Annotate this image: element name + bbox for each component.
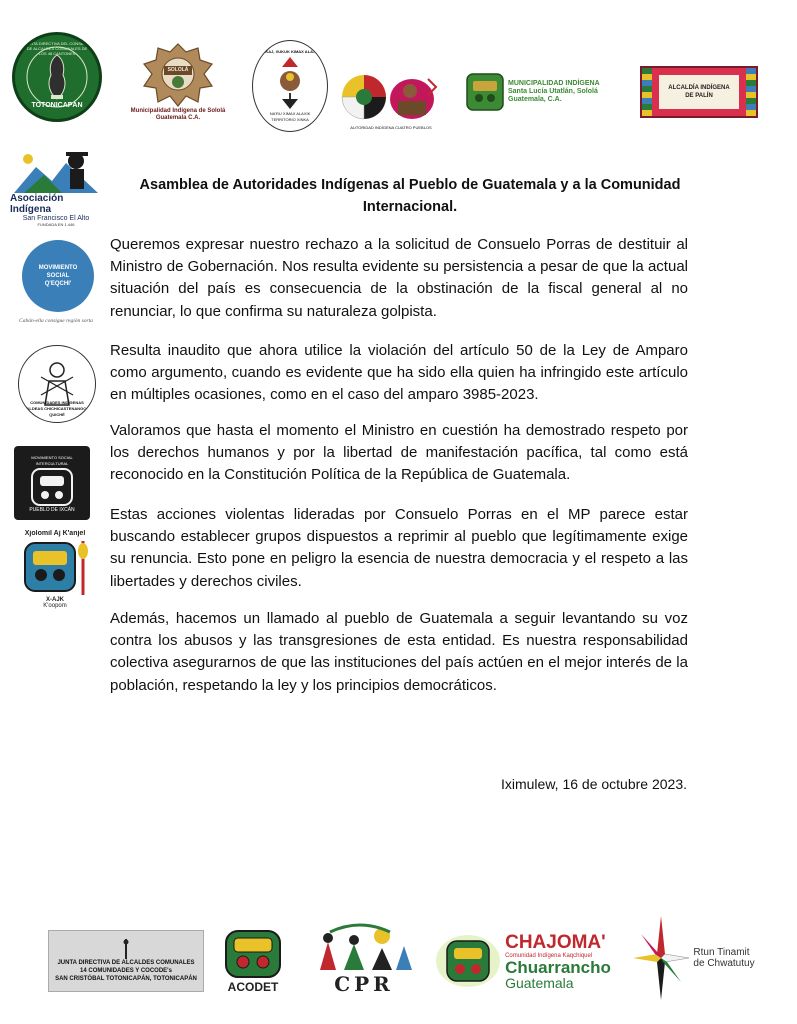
xinka-logo [336, 66, 446, 134]
paragraph-1: Queremos expresar nuestro rechazo a la solicitud de Consuelo Porras de destituir al Ministro de Gobernación. Nos resulta evidente su persistencia a pesar de que la actual situación del país es consecuencia de la obstinación de la fiscal general al no renunciar, lo que confirma su naturaleza golpista. [110, 236, 688, 320]
xinka-caption: AUTORIDAD INDÍGENA CUATRO PUEBLOS [350, 125, 432, 130]
acodet-name: ACODET [227, 980, 279, 994]
chajoma-name: CHAJOMA' [505, 931, 606, 953]
solola-logo [128, 38, 228, 126]
kaqchikel-top-text: AJKAJ, XUKUK KIMAX ALAXIK [260, 49, 320, 54]
san-francisco-place: San Francisco El Alto [22, 215, 90, 222]
cpr-logo [308, 920, 420, 998]
rtun-line2: de Chwatutuy [693, 958, 755, 969]
movimiento-logo [22, 240, 94, 312]
xjolomil-top: Xjolomil Aj K'anjel [24, 530, 86, 537]
paragraph-3: Valoramos que hasta el momento el Ministro en cuestión ha demostrado respeto por los derechos humanos y por la libertad de manifestación pacífica, tal como está reconocido en la Constitución Política de la República de Guatemala. [110, 422, 688, 484]
palin-name: ALCALDÍA INDÍGENA DE PALÍN [668, 85, 730, 99]
maya-glyph-icon [466, 73, 504, 111]
totonicapan-name: TOTONICAPÁN [31, 102, 83, 109]
acodet-logo [218, 924, 288, 998]
compass-star-icon [631, 914, 691, 1002]
ixcan-bottom: PUEBLO DE IXCÁN [29, 507, 75, 513]
junta-line3: SAN CRISTÓBAL TOTONICAPÁN, TOTONICAPÁN [55, 976, 197, 982]
date-line: Iximulew, 16 de octubre 2023. [500, 776, 687, 792]
people-sun-icon [310, 922, 418, 972]
solola-crest-icon [142, 42, 214, 108]
four-colors-emblem-icon [336, 69, 446, 125]
maya-glyph-chajoma-icon [435, 933, 501, 989]
palin-logo [640, 66, 758, 118]
paragraph-4: Estas acciones violentas lideradas por Consuelo Porras en el MP parece estar buscando establecer grupos dispuestos a reprimir al pueblo que legítimamente exige su renuncia. Esto pone en peligro la esencia de nuestra democracia y el respeto a las libertades y derechos civiles. [110, 506, 688, 590]
junta-line1: JUNTA DIRECTIVA DE ALCALDES COMUNALES [57, 960, 195, 966]
maya-glyph-corn-icon [13, 537, 97, 597]
san-francisco-founded: FUNDADA EN 1.446 [37, 222, 75, 227]
totonicapan-logo [12, 32, 102, 122]
kaqchikel-logo [252, 40, 328, 132]
movimiento-tagline: Cabán-ella consigue región sorta [19, 318, 93, 324]
ixcan-arc-text: MOVIMIENTO SOCIAL INTERCULTURAL [31, 455, 73, 466]
solola-badge: SOLOLÁ [167, 67, 189, 73]
chajoma-subtitle: Comunidad Indígena Kaqchiquel [505, 952, 593, 959]
kaqchikel-bottom-text: NA'RU XIMAX ALAXIK TERRITORIO XINKA [269, 111, 311, 122]
movimiento-name: MOVIMIENTO SOCIAL Q'EQCHI' [38, 265, 78, 287]
rtun-tinamit-logo [624, 912, 762, 1004]
santa-lucia-logo [464, 70, 614, 114]
chichicastenango-arc-text: COMUNIDADES INDÍGENAS ALDEAS CHICHICASTENANGO, QUICHÉ [26, 400, 88, 417]
junta-line2: 14 COMUNIDADES Y COCODE's [80, 968, 172, 974]
xjolomil-glyph: X-AJK [45, 597, 64, 603]
rtun-line1: Rtun Tinamit [693, 947, 750, 958]
arrows-figure-icon [270, 55, 310, 111]
chajoma-logo [428, 928, 618, 994]
document-title: Asamblea de Autoridades Indígenas al Pueblo de Guatemala y a la Comunidad Internacional. [139, 177, 681, 215]
chichicastenango-logo [18, 345, 96, 423]
cpr-name: CPR [334, 972, 394, 996]
san-francisco-name: Asociación Indígena [10, 193, 64, 215]
junta-logo [48, 930, 204, 992]
san-francisco-logo [10, 148, 102, 228]
chajoma-place: Chuarrancho [505, 957, 611, 977]
totonicapan-arc-text: JUNTA DIRECTIVA DEL CONSEJO DE ALCALDES COMUNALES DE LOS 48 CANTONES [25, 41, 89, 56]
santa-lucia-name: MUNICIPALIDAD INDÍGENA Santa Lucía Utatlán, Sololá Guatemala, C.A. [508, 80, 600, 103]
solola-name: Municipalidad Indígena de Sololá Guatemala C.A. [130, 108, 226, 121]
staff-icon [120, 939, 132, 959]
chajoma-country: Guatemala [505, 974, 574, 991]
maya-glyph-acodet-icon [223, 928, 283, 980]
paragraph-5: Además, hacemos un llamado al pueblo de Guatemala a seguir levantando su voz contra los abusos y las transgresiones de esta entidad. Es nuestra responsabilidad colectiva asegurarnos de que las instituciones del país actúen en el mejor interés de la población, respetando la ley y los principios democráticos. [110, 610, 688, 694]
ixcan-logo [14, 446, 90, 520]
maya-stone-glyph-icon [30, 467, 74, 507]
paragraph-2: Resulta inaudito que ahora utilice la violación del artículo 50 de la Ley de Amparo como argumento, cuando es evidente que ha sido ella quien ha infringido este artículo en múltiples ocasiones, como en el caso del amparo 3985-2023. [110, 342, 688, 404]
mountain-person-icon [14, 149, 98, 193]
xjolomil-bottom: K'oopom [43, 603, 67, 609]
xjolomil-logo [10, 530, 100, 622]
